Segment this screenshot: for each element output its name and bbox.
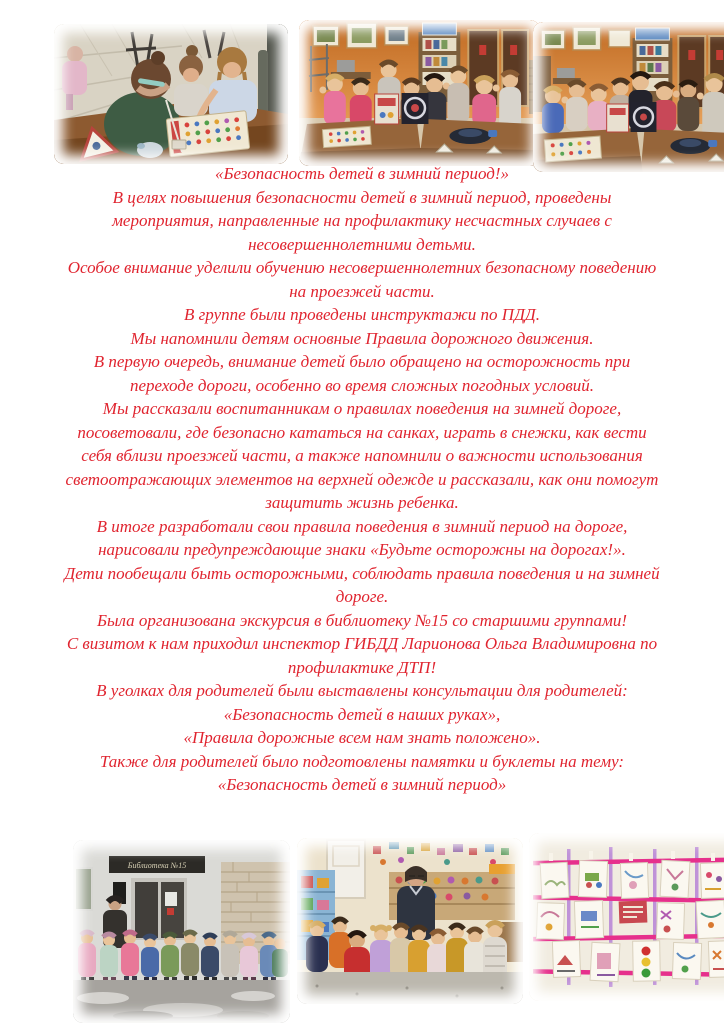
photo-drawings-display — [529, 833, 724, 1001]
article-title: «Безопасность детей в зимний период!» — [214, 164, 510, 183]
photo-illustration — [299, 20, 540, 166]
article-paragraph: В уголках для родителей были выставлены консультации для родителей: — [96, 681, 628, 700]
photo-illustration — [73, 840, 290, 1023]
article-paragraph: В группе были проведены инструктажи по ПДД. — [184, 305, 540, 324]
library-sign-text: Библиотека №15 — [127, 861, 187, 870]
article-paragraph: Мы напомнили детям основные Правила дорожного движения. — [130, 328, 594, 348]
photo-illustration — [54, 24, 288, 164]
photo-children-library-games — [533, 22, 724, 172]
article-paragraph: Также для родителей было подготовлены памятки и буклеты на тему: — [99, 751, 625, 771]
article-paragraph: В итоге разработали свои правила поведения в зимний период на дороге, нарисовали предупреждающие знаки «Будьте осторожны на дорогах!». — [96, 516, 628, 559]
photo-illustration — [297, 838, 523, 1004]
photo-children-board-game — [54, 24, 288, 164]
photo-illustration — [529, 833, 724, 1001]
article-paragraph: «Правила дорожные всем нам знать положено». — [183, 728, 541, 747]
article-paragraph: Дети пообещали быть осторожными, соблюдать правила поведения и на зимней дороге. — [64, 563, 660, 606]
article-paragraph: Мы рассказали воспитанникам о правилах поведения на зимней дороге, посоветовали, где безопасно кататься на санках, играть в снежки, как вести себя вблизи проезжей части, а также напомнили о важности использования светоотражающих элементов на верхней одежде и рассказали, как они помогут защитить жизнь ребенка. — [65, 399, 659, 512]
photo-library-excursion — [73, 840, 290, 1023]
photo-illustration — [533, 22, 724, 172]
article-paragraph: В целях повышения безопасности детей в зимний период, проведены мероприятия, направленные на профилактику несчастных случаев с несовершеннолетними детьми. — [112, 187, 612, 254]
article-paragraph: В первую очередь, внимание детей было обращено на осторожность при переходе дороги, особенно во время сложных погодных условий. — [93, 352, 631, 395]
photo-children-thumbs-up — [299, 20, 540, 166]
article-paragraph: «Безопасность детей в наших руках», — [223, 704, 501, 724]
article-paragraph: Была организована экскурсия в библиотеку №15 со старшими группами! — [96, 610, 627, 630]
article-text — [60, 162, 664, 797]
article-paragraph: «Безопасность детей в зимний период» — [217, 775, 507, 794]
photo-teacher-with-group — [297, 838, 523, 1004]
article-paragraph: Особое внимание уделили обучению несовершеннолетних безопасному поведению на проезжей части. — [67, 258, 657, 301]
article-paragraph: С визитом к нам приходил инспектор ГИБДД Ларионова Ольга Владимировна по профилактике ДТП! — [66, 634, 658, 677]
